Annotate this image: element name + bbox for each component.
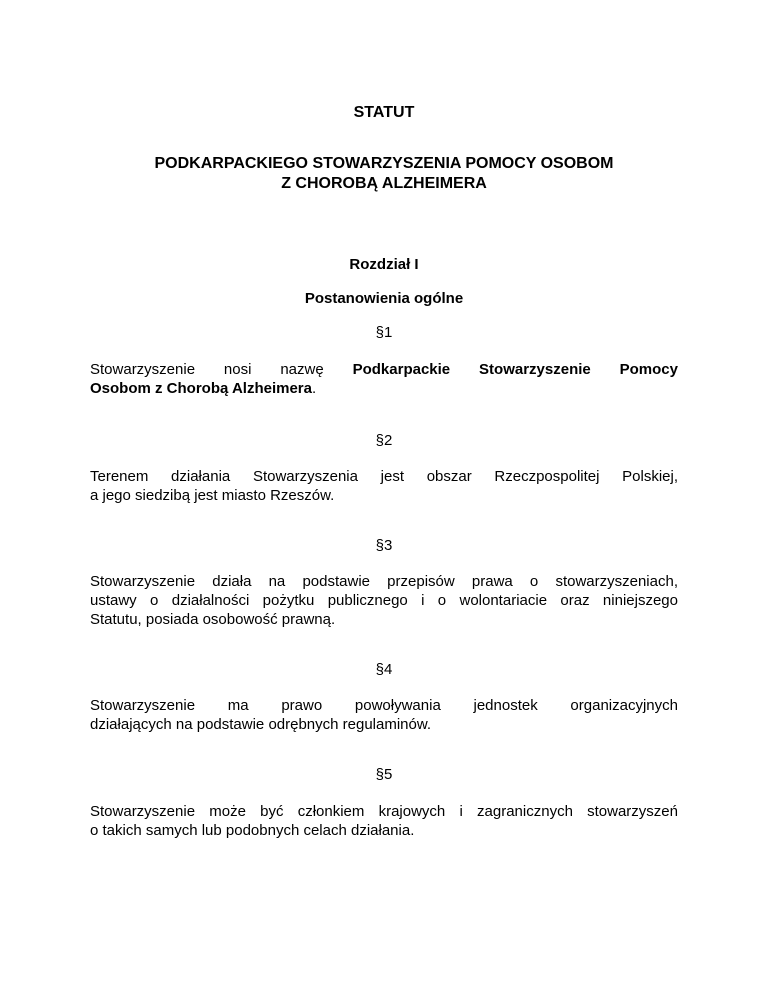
section-4-line-1: Stowarzyszenie ma prawo powoływania jednostek organizacyjnych [90, 697, 678, 714]
section-1-line-2 [90, 379, 678, 398]
section-mark-5: §5 [375, 766, 393, 783]
section-mark-1: §1 [375, 324, 393, 341]
organization-name [0, 154, 768, 194]
section-1-plain: Stowarzyszenie nosi nazwę [90, 361, 353, 378]
section-4-text [90, 696, 678, 734]
section-2-text [90, 467, 678, 505]
organization-name-line-2: Z CHOROBĄ ALZHEIMERA [281, 175, 487, 192]
section-3-text [90, 572, 678, 629]
section-3-line-3: Statutu, posiada osobowość prawną. [90, 611, 336, 628]
section-1-period: . [311, 380, 317, 397]
organization-name-line-1: PODKARPACKIEGO STOWARZYSZENIA POMOCY OSOBOM [154, 155, 614, 172]
section-mark-2: §2 [375, 432, 393, 449]
section-mark-4: §4 [375, 661, 393, 678]
section-1-bold-name: Podkarpackie Stowarzyszenie Pomocy [352, 361, 678, 378]
section-5-text [90, 802, 678, 840]
section-5-line-1: Stowarzyszenie może być członkiem krajowych i zagranicznych stowarzyszeń [90, 803, 678, 820]
section-4-line-2: działających na podstawie odrębnych regulaminów. [90, 716, 432, 733]
section-2-line-1: Terenem działania Stowarzyszenia jest obszar Rzeczpospolitej Polskiej, [90, 468, 678, 485]
section-1-line-1 [90, 360, 678, 379]
section-1-bold-name-cont: Osobom z Chorobą Alzheimera [90, 380, 312, 397]
section-3-line-1: Stowarzyszenie działa na podstawie przepisów prawa o stowarzyszeniach, [90, 573, 678, 590]
section-5-line-2: o takich samych lub podobnych celach działania. [90, 822, 415, 839]
section-1-text [90, 360, 678, 398]
section-3-line-2: ustawy o działalności pożytku publicznego i o wolontariacie oraz niniejszego [90, 592, 678, 609]
chapter-title: Postanowienia ogólne [304, 290, 464, 307]
section-mark-3: §3 [375, 537, 393, 554]
section-2-line-2: a jego siedzibą jest miasto Rzeszów. [90, 487, 335, 504]
chapter-heading: Rozdział I [349, 256, 419, 273]
document-title: STATUT [353, 104, 415, 121]
